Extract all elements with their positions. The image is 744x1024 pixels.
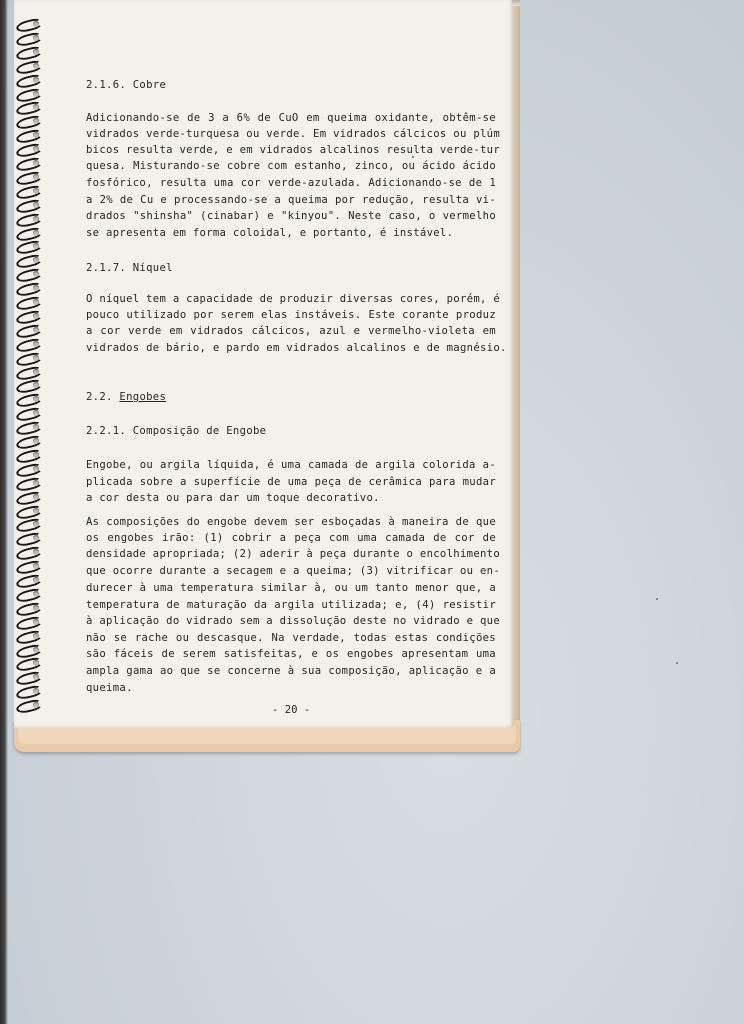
punch-hole [33, 174, 39, 180]
punch-hole [33, 202, 39, 208]
punch-hole [33, 438, 39, 444]
punch-hole [33, 341, 39, 347]
spiral-coil [15, 406, 43, 423]
spiral-coil [15, 253, 43, 270]
spiral-coil [15, 531, 43, 548]
binder-edge [0, 0, 8, 1024]
punch-hole [33, 466, 39, 472]
punch-hole [33, 605, 39, 611]
spiral-coil [15, 698, 43, 715]
text-line: se apresenta em forma coloidal, e portanto, é instável. [86, 227, 454, 239]
punch-hole [33, 619, 39, 625]
spiral-coil [15, 295, 43, 312]
heading-niquel: 2.1.7. Níquel [86, 262, 173, 274]
spiral-coil [15, 281, 43, 298]
text-line: queima. [86, 682, 133, 694]
heading-cobre: 2.1.6. Cobre [86, 79, 167, 91]
punch-hole [33, 369, 39, 375]
punch-hole [33, 313, 39, 319]
text-line: quesa. Misturando-se cobre com estanho, zinco, ou ácido ácido [86, 160, 496, 172]
spiral-coil [15, 684, 43, 701]
punch-hole [33, 77, 39, 83]
spiral-coil [15, 239, 43, 256]
spiral-coil [15, 559, 43, 576]
text-line: à aplicação do vidrado sem a dissolução deste no vidrado e que [86, 615, 501, 627]
punch-hole [33, 355, 39, 361]
spiral-coil [15, 434, 43, 451]
punch-hole [33, 508, 39, 514]
punch-hole [33, 188, 39, 194]
text-line: fosfórico, resulta uma cor verde-azulada. Adicionando-se de 1 [86, 177, 496, 189]
text-line: Adicionando-se de 3 a 6% de CuO em queima oxidante, obtêm-se [86, 112, 496, 124]
spiral-coil [15, 142, 43, 159]
punch-hole [33, 452, 39, 458]
section-number: 2.2. [86, 391, 113, 403]
text-line: não se rache ou descasque. Na verdade, todas estas condições [86, 632, 496, 644]
punch-hole [33, 327, 39, 333]
dust-speck [676, 662, 678, 664]
punch-hole [33, 63, 39, 69]
text-line: temperatura de maturação da argila utilizada; e, (4) resistir [86, 599, 496, 611]
text-line: durecer à uma temperatura similar à, ou um tanto menor que, a [86, 582, 496, 594]
punch-hole [33, 49, 39, 55]
text-line: a 2% de Cu e processando-se a queima por redução, resulta vi- [86, 194, 496, 206]
spiral-coil [15, 323, 43, 340]
document-page [14, 0, 512, 728]
spiral-binding [14, 14, 44, 714]
spiral-coil [15, 601, 43, 618]
punch-hole [33, 21, 39, 27]
punch-hole [33, 647, 39, 653]
text-line: bicos resulta verde, e em vidrados alcalinos resulta verde-tur [86, 144, 501, 156]
text-line: os engobes irão: (1) cobrir a peça com uma camada de cor de [86, 532, 496, 544]
text-line: Engobe, ou argila líquida, é uma camada de argila colorida a- [86, 459, 496, 471]
punch-hole [33, 591, 39, 597]
punch-hole [33, 230, 39, 236]
spiral-coil [15, 170, 43, 187]
spiral-coil [15, 587, 43, 604]
page-stack-bottom-inner [18, 726, 516, 744]
spiral-coil [15, 100, 43, 117]
dust-speck [656, 598, 658, 600]
punch-hole [33, 299, 39, 305]
spiral-coil [15, 670, 43, 687]
text-line: vidrados verde-turquesa ou verde. Em vidrados cálcicos ou plúm [86, 128, 501, 140]
spiral-coil [15, 545, 43, 562]
spiral-coil [15, 573, 43, 590]
text-line: As composições do engobe devem ser esboçadas à maneira de que [86, 516, 496, 528]
text-line: a cor verde em vidrados cálcicos, azul e vermelho-violeta em [86, 325, 496, 337]
spiral-coil [15, 462, 43, 479]
punch-hole [33, 633, 39, 639]
text-line: densidade apropriada; (2) aderir à peça durante o encolhimento [86, 548, 501, 560]
spiral-coil [15, 309, 43, 326]
spiral-coil [15, 267, 43, 284]
text-line: ampla gama ao que se concerne à sua composição, aplicação e a [86, 665, 496, 677]
text-line: vidrados de bário, e pardo em vidrados alcalinos e de magnésio. [86, 342, 507, 354]
punch-hole [33, 91, 39, 97]
section-title: Engobes [119, 391, 167, 403]
punch-hole [33, 494, 39, 500]
spiral-coil [15, 114, 43, 131]
spiral-coil [15, 656, 43, 673]
spiral-coil [15, 128, 43, 145]
heading-composicao: 2.2.1. Composição de Engobe [86, 425, 267, 437]
text-line: O níquel tem a capacidade de produzir diversas cores, porém, é [86, 293, 501, 305]
punch-hole [33, 480, 39, 486]
punch-hole [33, 160, 39, 166]
spiral-coil [15, 31, 43, 48]
spiral-coil [15, 378, 43, 395]
punch-hole [33, 35, 39, 41]
spiral-coil [15, 45, 43, 62]
spiral-coil [15, 156, 43, 173]
punch-hole [33, 577, 39, 583]
spiral-coil [15, 420, 43, 437]
text-line: pouco utilizado por serem elas instáveis. Este corante produz [86, 309, 496, 321]
spiral-coil [15, 392, 43, 409]
text-line: drados "shinsha" (cinabar) e "kinyou". Neste caso, o vermelho [86, 210, 496, 222]
text-line: a cor desta ou para dar um toque decorativo. [86, 492, 380, 504]
spiral-coil [15, 17, 43, 34]
text-line: são fáceis de serem satisfeitas, e os engobes apresentam uma [86, 648, 496, 660]
punch-hole [33, 216, 39, 222]
spiral-coil [15, 184, 43, 201]
heading-engobes [86, 390, 166, 404]
text-line: plicada sobre a superfície de uma peça de cerâmica para mudar [86, 476, 496, 488]
spiral-coil [15, 517, 43, 534]
dust-speck [412, 156, 414, 158]
spiral-coil [15, 448, 43, 465]
page-number: - 20 - [272, 704, 311, 716]
text-line: que ocorre durante a secagem e a queima; (3) vitrificar ou en- [86, 565, 501, 577]
